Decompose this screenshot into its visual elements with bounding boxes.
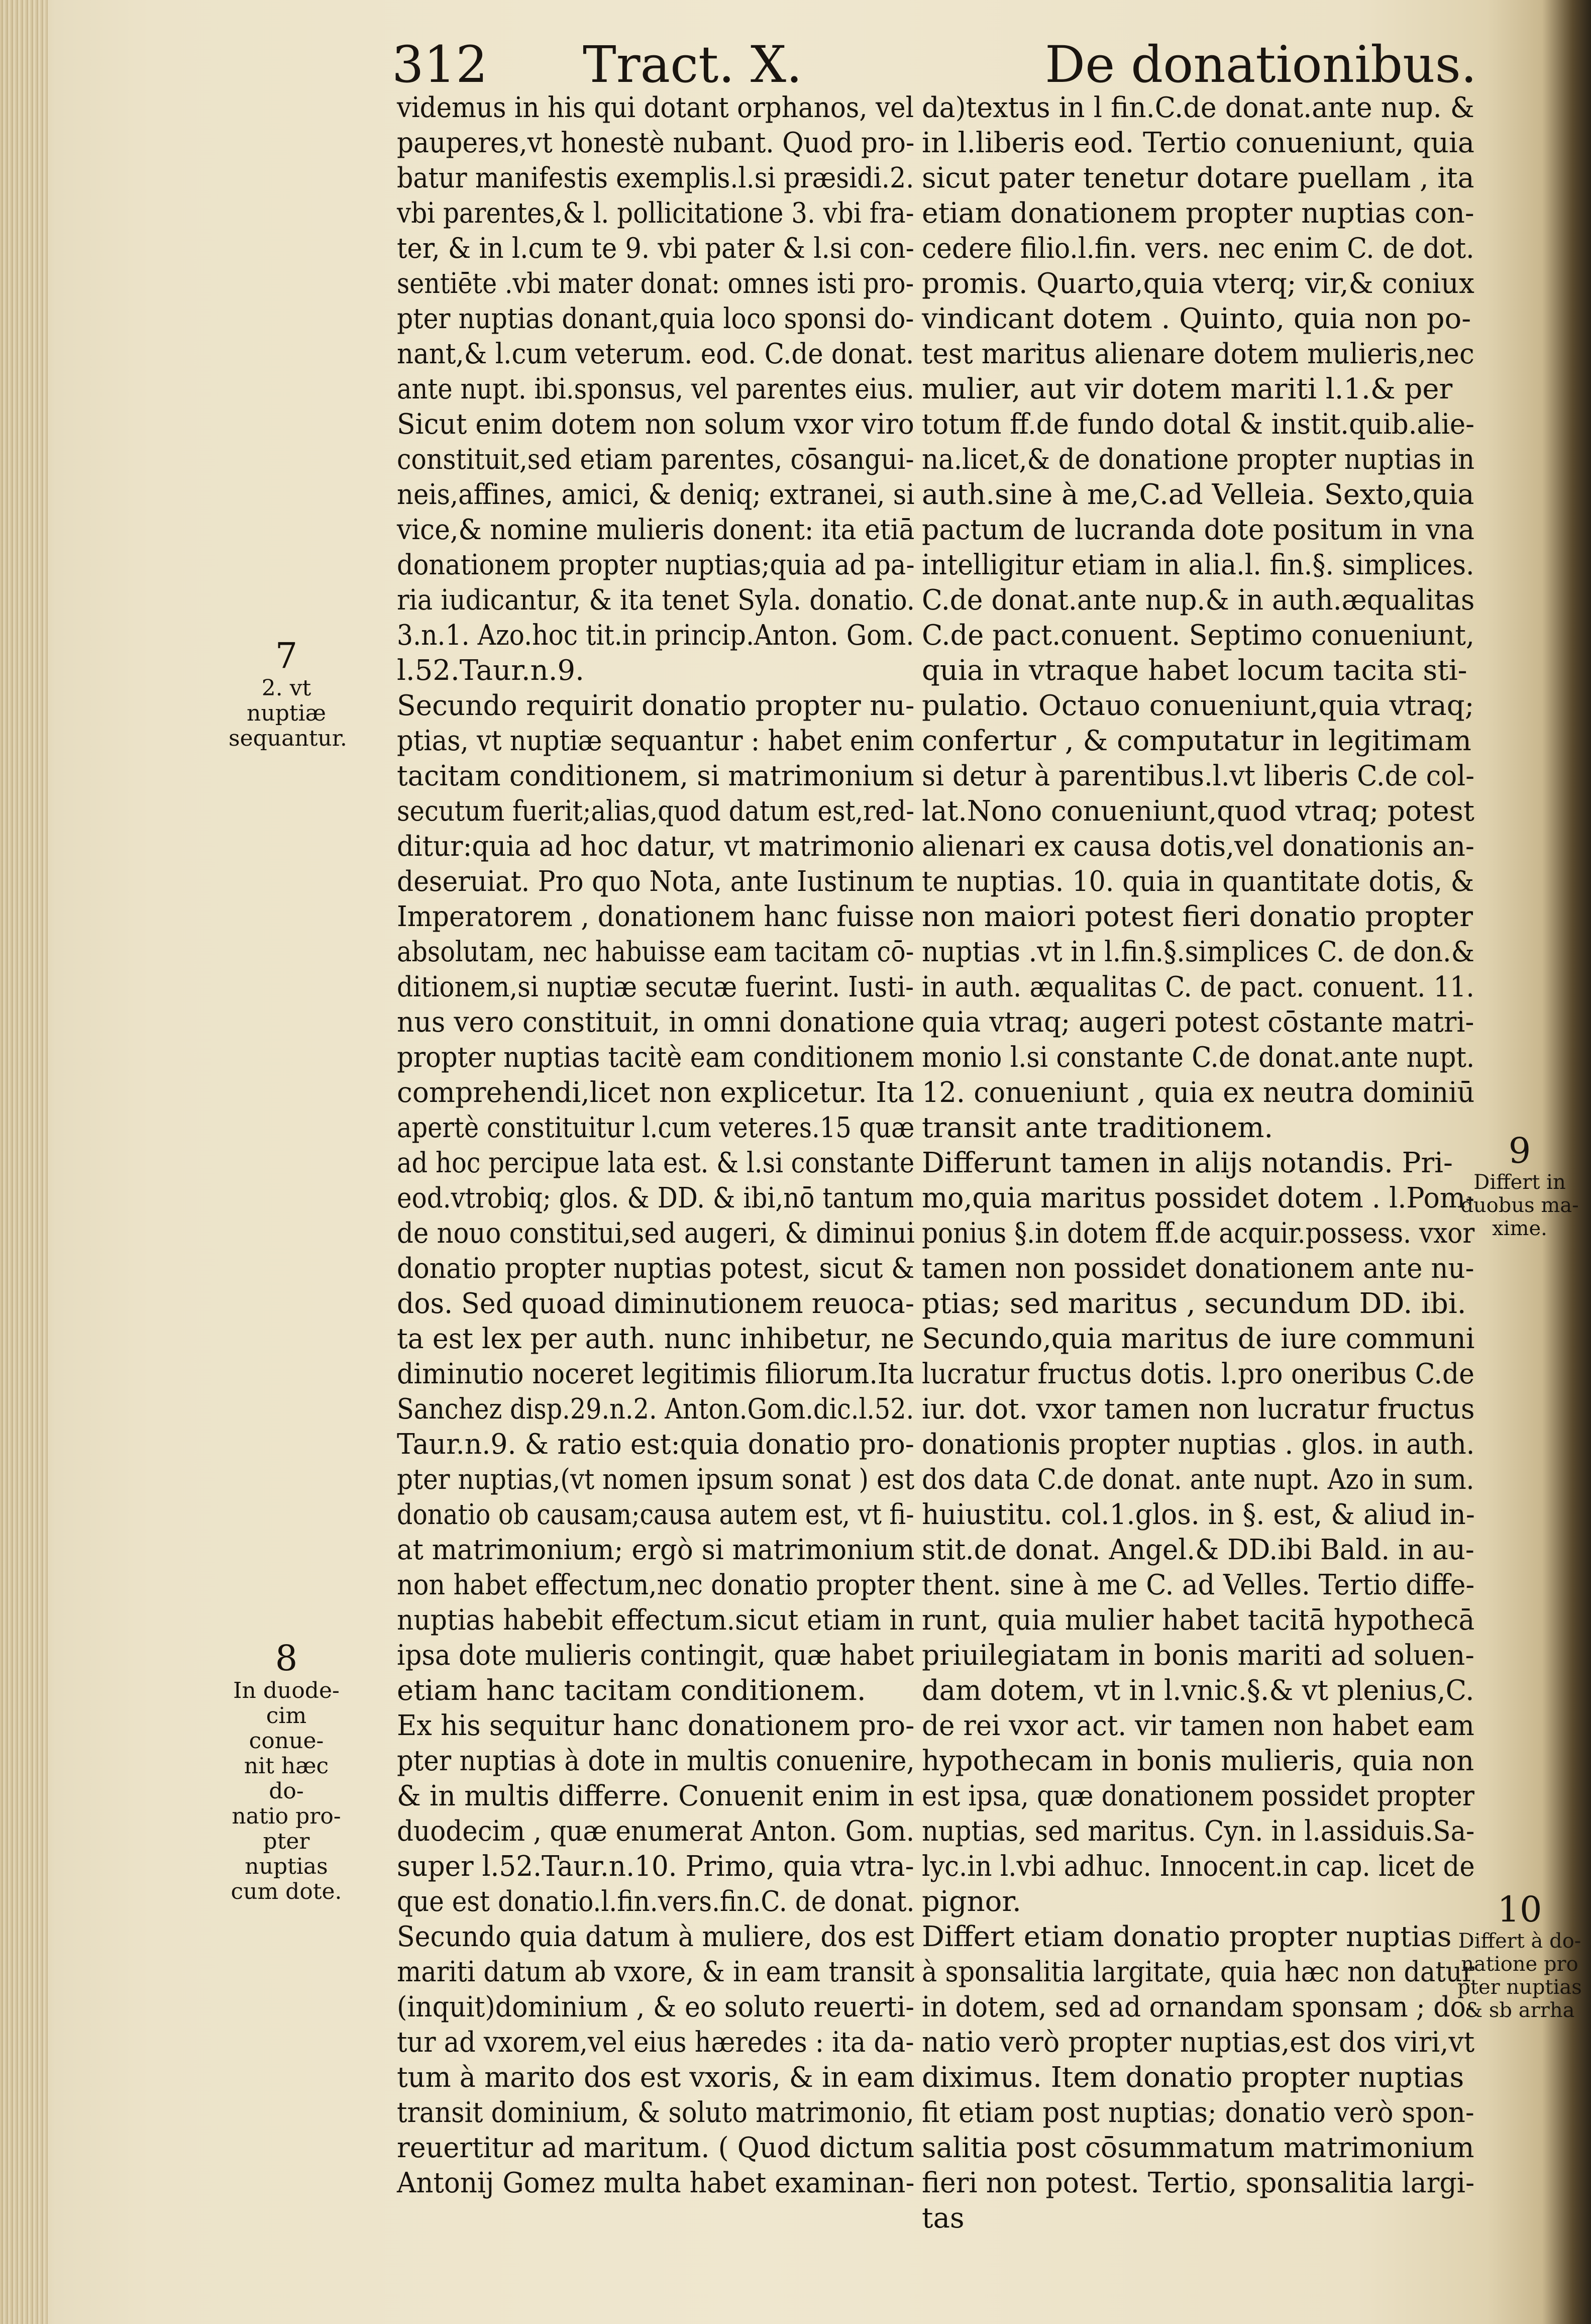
text-line: pter nuptias,(vt nomen ipsum sonat ) est	[397, 1463, 915, 1496]
text-line: thent. sine à me C. ad Velles. Tertio diffe-	[922, 1569, 1475, 1601]
text-line: ptias; sed maritus , secundum DD. ibi.	[922, 1287, 1466, 1320]
text-line: de nouo constitui,sed augeri, & diminui	[397, 1217, 915, 1250]
text-line: diximus. Item donatio propter nuptias	[922, 2061, 1464, 2094]
text-line: apertè constituitur l.cum veteres.15 quæ	[397, 1112, 915, 1144]
text-line: neis,affines, amici, & deniq; extranei, si	[397, 478, 915, 511]
text-line: fieri non potest. Tertio, sponsalitia largi-	[922, 2167, 1475, 2199]
text-line: quia vtraq; augeri potest cōstante matri-	[922, 1006, 1474, 1039]
margin-note-line: cim conue-	[249, 1703, 324, 1754]
margin-note-number: 8	[275, 1638, 298, 1679]
text-line: da)textus in l fin.C.de donat.ante nup. &	[922, 91, 1474, 124]
text-line: vbi parentes,& l. pollicitatione 3. vbi fra-	[397, 197, 914, 230]
text-line: monio l.si constante C.de donat.ante nupt.	[922, 1041, 1475, 1074]
text-line: à sponsalitia largitate, quia hæc non datur	[922, 1956, 1474, 1988]
text-line: in dotem, sed ad ornandam sponsam ; do-	[922, 1991, 1475, 2024]
text-line: nant,& l.cum veterum. eod. C.de donat.	[397, 338, 914, 370]
text-line: tum à marito dos est vxoris, & in eam	[397, 2061, 915, 2094]
page-edge	[0, 0, 48, 2324]
text-line: tur ad vxorem,vel eius hæredes : ita da-	[397, 2026, 914, 2059]
text-line: mariti datum ab vxore, & in eam transit	[397, 1956, 915, 1988]
text-line: C.de pact.conuent. Septimo conueniunt,	[922, 619, 1475, 652]
text-line: ditur:quia ad hoc datur, vt matrimonio	[397, 830, 915, 863]
text-line: nuptias .vt in l.fin.§.simplices C. de don.&	[922, 936, 1475, 968]
text-line: sicut pater tenetur dotare puellam , ita	[922, 162, 1474, 194]
text-line: (inquit)dominium , & eo soluto reuerti-	[397, 1991, 914, 2024]
text-line: vindicant dotem . Quinto, quia non po-	[922, 302, 1471, 335]
text-line: transit dominium, & soluto matrimonio,	[397, 2096, 914, 2129]
margin-note-9	[1457, 1131, 1582, 1240]
text-line: test maritus alienare dotem mulieris,nec	[922, 338, 1474, 370]
text-line: intelligitur etiam in alia.l. fin.§. simplices.	[922, 549, 1474, 581]
text-line: propter nuptias tacitè eam conditionem	[397, 1041, 914, 1074]
text-line: non habet effectum,nec donatio propter	[397, 1569, 915, 1601]
text-line: si detur à parentibus.l.vt liberis C.de col-	[922, 760, 1475, 792]
text-line: C.de donat.ante nup.& in auth.æqualitas	[922, 584, 1475, 617]
text-line: Differunt tamen in alijs notandis. Pri-	[922, 1147, 1453, 1179]
text-line: confertur , & computatur in legitimam	[922, 725, 1471, 757]
margin-note-line: Differt à do-	[1458, 1930, 1581, 1953]
text-line: Secundo requirit donatio propter nu-	[397, 689, 915, 722]
text-line: lucratur fructus dotis. l.pro oneribus C.de	[922, 1358, 1474, 1390]
text-line: pulatio. Octauo conueniunt,quia vtraq;	[922, 689, 1474, 722]
margin-note-8	[229, 1638, 344, 1904]
text-line: que est donatio.l.fin.vers.fin.C. de donat.	[397, 1885, 915, 1918]
text-line: lat.Nono conueniunt,quod vtraq; potest	[922, 795, 1474, 828]
text-line: Secundo quia datum à muliere, dos est	[397, 1921, 914, 1953]
text-line: donationem propter nuptias;quia ad pa-	[397, 549, 915, 581]
margin-note-line: nit hæc do-	[244, 1753, 329, 1804]
text-line: Taur.n.9. & ratio est:quia donatio pro-	[397, 1428, 914, 1461]
text-line: priuilegiatam in bonis mariti ad soluen-	[922, 1639, 1474, 1672]
text-line: sentiēte .vbi mater donat: omnes isti pro-	[397, 267, 914, 300]
text-line: transit ante traditionem.	[922, 1112, 1274, 1144]
text-line: ponius §.in dotem ff.de acquir.possess. vxor	[922, 1217, 1475, 1250]
text-line: pignor.	[922, 1885, 1021, 1918]
tract-label: Tract. X.	[583, 35, 802, 94]
text-line: mulier, aut vir dotem mariti l.1.& per	[922, 373, 1453, 406]
text-line: runt, quia mulier habet tacitā hypothecā	[922, 1604, 1475, 1637]
text-line: l.52.Taur.n.9.	[397, 654, 584, 687]
text-line: in auth. æqualitas C. de pact. conuent. 11.	[922, 971, 1474, 1003]
text-line: est ipsa, quæ donationem possidet propter	[922, 1780, 1474, 1812]
margin-note-line: In duode-	[233, 1678, 340, 1703]
text-line: absolutam, nec habuisse eam tacitam cō-	[397, 936, 914, 968]
text-line: pter nuptias à dote in multis conuenire,	[397, 1745, 915, 1777]
text-line: salitia post cōsummatum matrimonium	[922, 2132, 1474, 2164]
text-line: fit etiam post nuptias; donatio verò spon-	[922, 2096, 1474, 2129]
text-line: donatio propter nuptias potest, sicut &	[397, 1252, 915, 1285]
text-line: cedere filio.l.fin. vers. nec enim C. de dot.	[922, 232, 1474, 265]
text-line: alienari ex causa dotis,vel donationis an-	[922, 830, 1474, 863]
text-line: non maiori potest fieri donatio propter	[922, 900, 1473, 933]
text-line: ter, & in l.cum te 9. vbi pater & l.si con-	[397, 232, 914, 265]
text-line: ta est lex per auth. nunc inhibetur, ne	[397, 1323, 914, 1355]
margin-note-number: 7	[275, 635, 298, 676]
text-line: & in multis differre. Conuenit enim in	[397, 1780, 914, 1812]
text-line: hypothecam in bonis mulieris, quia non	[922, 1745, 1474, 1777]
left-text-column	[397, 90, 914, 2201]
text-line: promis. Quarto,quia vterq; vir,& coniux	[922, 267, 1474, 300]
text-line: totum ff.de fundo dotal & instit.quib.alie-	[922, 408, 1475, 441]
text-line: de rei vxor act. vir tamen non habet eam	[922, 1709, 1474, 1742]
text-line: natio verò propter nuptias,est dos viri,vt	[922, 2026, 1475, 2059]
text-line: donatio ob causam;causa autem est, vt fi-	[397, 1498, 914, 1531]
text-line: dos. Sed quoad diminutionem reuoca-	[397, 1287, 914, 1320]
margin-note-line: Differt in	[1473, 1171, 1566, 1194]
text-line: nuptias habebit effectum.sicut etiam in	[397, 1604, 915, 1637]
text-line: constituit,sed etiam parentes, cōsangui-	[397, 443, 914, 476]
text-line: ptias, vt nuptiæ sequantur : habet enim	[397, 725, 914, 757]
margin-note-line: pter nuptias	[1457, 1976, 1582, 1999]
page-title: De donationibus.	[1045, 35, 1477, 94]
margin-note-10	[1457, 1889, 1582, 2022]
text-line: quia in vtraque habet locum tacita sti-	[922, 654, 1467, 687]
margin-note-line: natione pro	[1461, 1953, 1578, 1976]
text-line: tas	[922, 2202, 965, 2235]
margin-note-number: 10	[1497, 1889, 1542, 1930]
text-line: mo,quia maritus possidet dotem . l.Pom-	[922, 1182, 1475, 1215]
text-line: ad hoc percipue lata est. & l.si constante	[397, 1147, 915, 1179]
text-line: batur manifestis exemplis.l.si præsidi.2.	[397, 162, 914, 194]
text-line: etiam hanc tacitam conditionem.	[397, 1674, 866, 1707]
text-line: videmus in his qui dotant orphanos, vel	[397, 91, 914, 124]
text-line: iur. dot. vxor tamen non lucratur fructus	[922, 1393, 1475, 1426]
margin-note-line: pter nuptias	[245, 1829, 328, 1879]
margin-note-line: cum dote.	[231, 1879, 342, 1904]
text-line: pter nuptias donant,quia loco sponsi do-	[397, 302, 914, 335]
margin-note-line: sequantur.	[229, 726, 347, 751]
text-line: lyc.in l.vbi adhuc. Innocent.in cap. licet de	[922, 1850, 1475, 1883]
text-line: stit.de donat. Angel.& DD.ibi Bald. in au-	[922, 1534, 1474, 1566]
text-line: Differt etiam donatio propter nuptias	[922, 1921, 1452, 1953]
margin-note-line: duobus ma-	[1460, 1194, 1579, 1217]
text-line: ante nupt. ibi.sponsus, vel parentes eius.	[397, 373, 914, 406]
text-line: super l.52.Taur.n.10. Primo, quia vtra-	[397, 1850, 914, 1883]
margin-note-line: xime.	[1492, 1217, 1547, 1240]
text-line: ipsa dote mulieris contingit, quæ habet	[397, 1639, 914, 1672]
text-line: at matrimonium; ergò si matrimonium	[397, 1534, 915, 1566]
text-line: diminutio noceret legitimis filiorum.Ita	[397, 1358, 914, 1390]
text-line: 3.n.1. Azo.hoc tit.in princip.Anton. Gom.	[397, 619, 914, 652]
text-line: dam dotem, vt in l.vnic.§.& vt plenius,C.	[922, 1674, 1474, 1707]
text-line: Secundo,quia maritus de iure communi	[922, 1323, 1475, 1355]
text-line: 12. conueniunt , quia ex neutra dominiū	[922, 1076, 1475, 1109]
text-line: nus vero constituit, in omni donatione	[397, 1006, 915, 1039]
text-line: Imperatorem , donationem hanc fuisse	[397, 900, 914, 933]
text-line: Ex his sequitur hanc donationem pro-	[397, 1709, 915, 1742]
text-line: in l.liberis eod. Tertio conueniunt, quia	[922, 127, 1475, 159]
text-line: reuertitur ad maritum. ( Quod dictum	[397, 2132, 915, 2164]
right-text-column	[922, 90, 1474, 2236]
text-line: te nuptias. 10. quia in quantitate dotis, &	[922, 865, 1474, 898]
text-line: donationis propter nuptias . glos. in auth.	[922, 1428, 1475, 1461]
margin-note-number: 9	[1508, 1130, 1531, 1171]
text-line: comprehendi,licet non explicetur. Ita	[397, 1076, 914, 1109]
margin-note-7	[229, 635, 347, 751]
text-line: ditionem,si nuptiæ secutæ fuerint. Iusti-	[397, 971, 914, 1003]
text-line: deseruiat. Pro quo Nota, ante Iustinum	[397, 865, 914, 898]
text-line: auth.sine à me,C.ad Velleia. Sexto,quia	[922, 478, 1474, 511]
text-line: Sanchez disp.29.n.2. Anton.Gom.dic.l.52.	[397, 1393, 914, 1426]
text-line: Sicut enim dotem non solum vxor viro	[397, 408, 914, 441]
text-line: na.licet,& de donatione propter nuptias in	[922, 443, 1475, 476]
text-line: nuptias, sed maritus. Cyn. in l.assiduis.Sa-	[922, 1815, 1475, 1848]
text-line: pactum de lucranda dote positum in vna	[922, 514, 1474, 546]
text-line: huiustitu. col.1.glos. in §. est, & aliud in-	[922, 1498, 1475, 1531]
text-line: etiam donationem propter nuptias con-	[922, 197, 1474, 230]
text-line: tacitam conditionem, si matrimonium	[397, 760, 914, 792]
margin-note-line: natio pro-	[232, 1803, 341, 1829]
text-line: tamen non possidet donationem ante nu-	[922, 1252, 1474, 1285]
margin-note-line: & sb arrha	[1464, 1999, 1575, 2022]
text-line: duodecim , quæ enumerat Anton. Gom.	[397, 1815, 915, 1848]
text-line: eod.vtrobiq; glos. & DD. & ibi,nō tantum	[397, 1182, 914, 1215]
text-line: vice,& nomine mulieris donent: ita etiā	[397, 514, 915, 546]
text-line: ria iudicantur, & ita tenet Syla. donatio.	[397, 584, 915, 617]
text-line: Antonij Gomez multa habet examinan-	[397, 2167, 915, 2199]
text-line: pauperes,vt honestè nubant. Quod pro-	[397, 127, 915, 159]
margin-note-line: 2. vt nuptiæ	[247, 675, 326, 726]
text-line: secutum fuerit;alias,quod datum est,red-	[397, 795, 915, 828]
text-line: dos data C.de donat. ante nupt. Azo in sum.	[922, 1463, 1474, 1496]
page-number: 312	[392, 35, 488, 94]
